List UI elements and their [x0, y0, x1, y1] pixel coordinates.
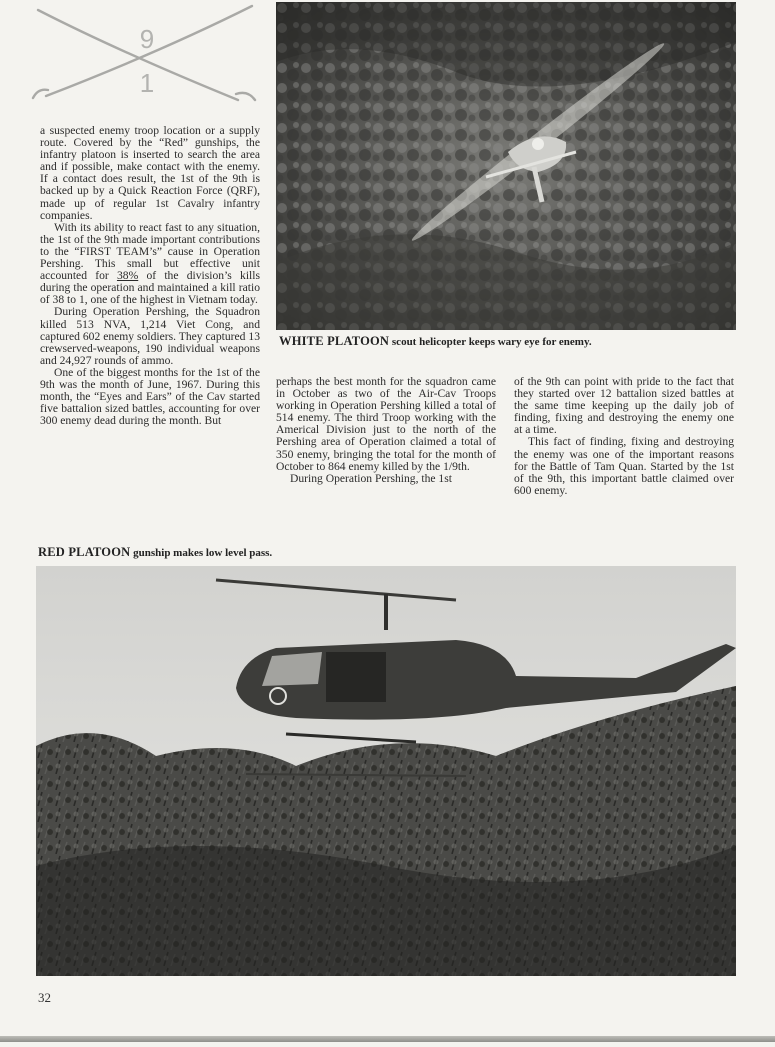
article-column-right — [514, 376, 734, 497]
caption-bottom-lead: RED PLATOON — [38, 545, 131, 559]
page-number: 32 — [38, 990, 51, 1005]
middle-paragraph-2: During Operation Pershing, the 1st — [290, 471, 452, 485]
photo-scout-helicopter — [276, 2, 736, 330]
caption-bottom-photo — [38, 545, 272, 560]
article-column-middle — [276, 376, 496, 485]
left-paragraph-3: During Operation Pershing, the Squadron killed 513 NVA, 1,214 Viet Cong, and captured 602 enemy soldiers. They captured 13 crewserved-weapons, 190 individual weapons and 24,927 rounds of ammo. — [40, 305, 260, 367]
left-paragraph-4: One of the biggest months for the 1st of the 9th was the month of June, 1967. During this month, the “Eyes and Ears” of the Cav started five battalion sized battles, accounting for over 300 enemy dead during the month. But — [40, 365, 260, 428]
kills-percentage: 38% — [116, 269, 139, 283]
left-paragraph-2-start: With its ability to react fast to any situation, the 1st of the 9th made important contributions to the “FIRST TEAM’s” cause in Operation Pershing. This small but effective unit accounted for — [40, 220, 260, 283]
cavalry-insignia — [30, 0, 265, 110]
crossed-sabers-icon — [30, 0, 265, 110]
insignia-upper-numeral: 9 — [139, 24, 155, 54]
photo-gunship-helicopter — [36, 566, 736, 976]
right-paragraph-2: This fact of finding, fixing and destroying the enemy was one of the important reasons for the Battle of Tam Quan. Started by the 1st of the 9th, this important battle claimed over 600 enemy. — [514, 435, 734, 497]
caption-top-text: scout helicopter keeps wary eye for enemy. — [389, 336, 592, 348]
right-paragraph-1: of the 9th can point with pride to the fact that they started over 12 battalion sized battles at the same time keeping up the daily job of finding, fixing and destroying the enemy one at a time. — [514, 375, 734, 437]
caption-top-lead: WHITE PLATOON — [279, 334, 390, 348]
left-paragraph-2-end: of the division’s kills during the operation and maintained a kill ratio of 38 to 1, one of the highest in Vietnam today. — [40, 269, 261, 307]
page-bottom-edge — [0, 1036, 775, 1042]
middle-paragraph-1: perhaps the best month for the squadron came in October as two of the Air-Cav Troops working in Operation Pershing killed a total of 514 enemy. The third Troop working with the Americal Division just to the north of the Pershing area of Operation claimed a total of 350 enemy, bringing the total for the month of October to 864 enemy killed by the 1/9th. — [276, 375, 496, 473]
caption-top-photo — [279, 334, 592, 349]
article-column-left — [40, 125, 260, 427]
left-paragraph-1: a suspected enemy troop location or a supply route. Covered by the “Red” gunships, the infantry platoon is inserted to search the area and if possible, make contact with the enemy. If a contact does result, the 1st of the 9th is backed up by a Quick Reaction Force (QRF), made up of regular 1st Cavalry infantry companies. — [40, 124, 260, 222]
insignia-lower-numeral: 1 — [139, 68, 155, 98]
left-paragraph-2 — [40, 222, 260, 307]
caption-bottom-text: gunship makes low level pass. — [130, 547, 273, 559]
